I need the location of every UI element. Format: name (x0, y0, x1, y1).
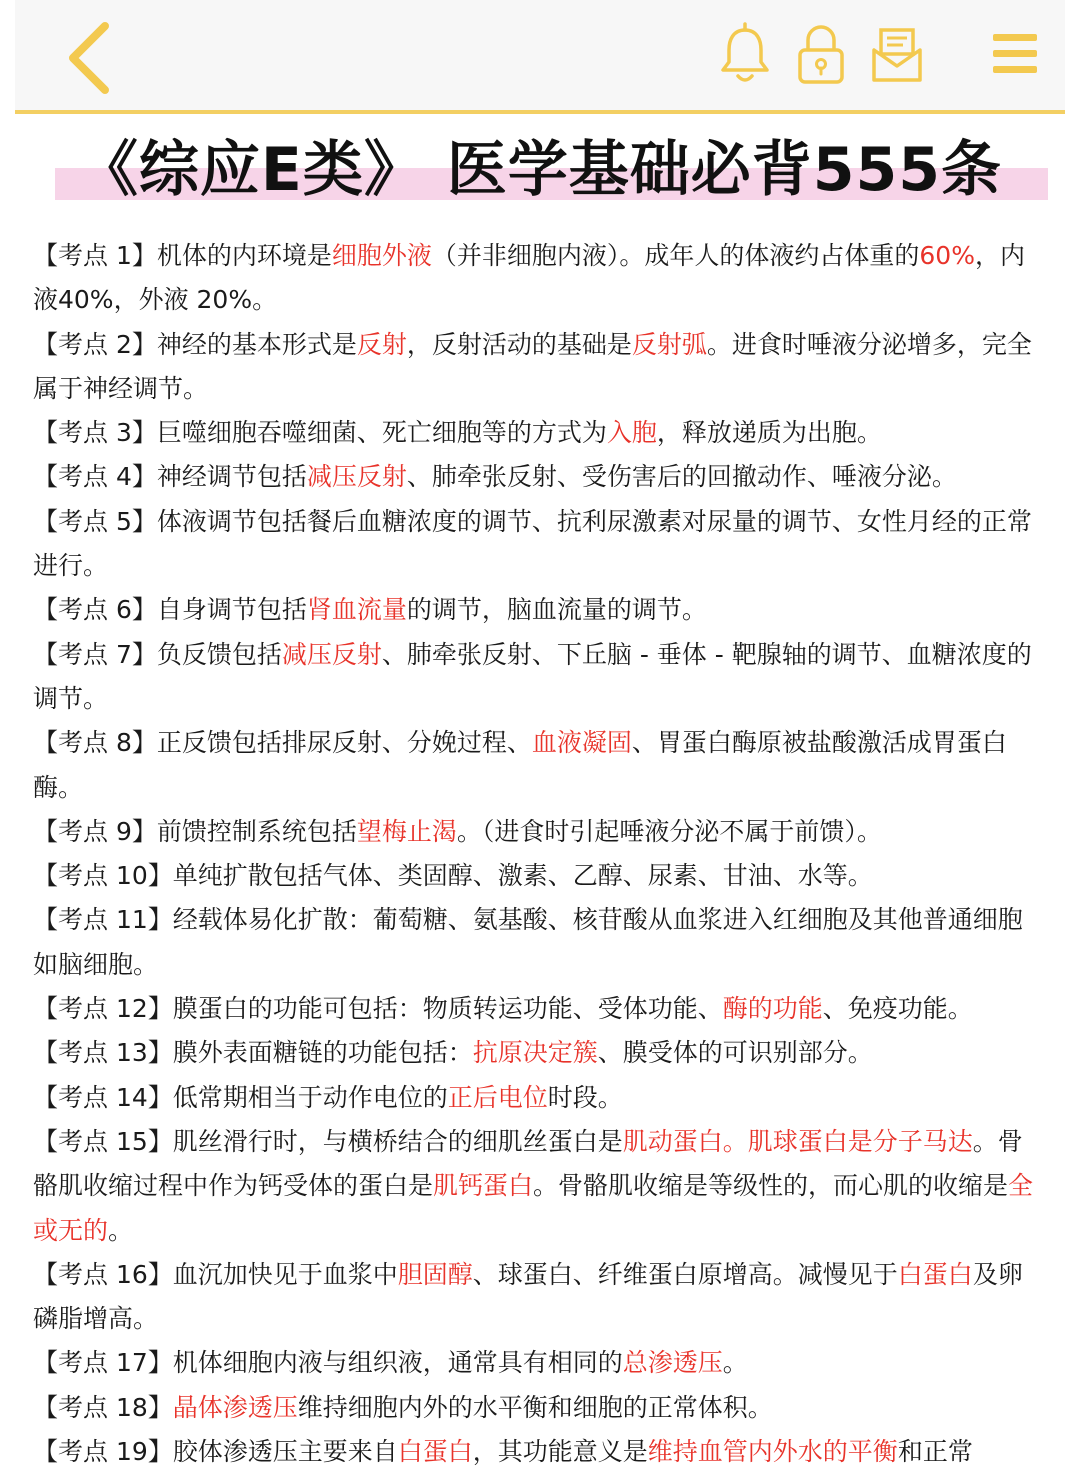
point-text: 和正常 (897, 1437, 973, 1467)
point-text: 【考点 7】负反馈包括 (33, 639, 282, 669)
page-title: 《综应E类》 医学基础必背555条 (77, 135, 1003, 205)
point-text: 。（进食时引起唾液分泌不属于前馈）。 (456, 816, 882, 846)
point-text: 及卵磷脂增高。 (33, 1259, 1023, 1334)
point-text: 【考点 14】低常期相当于动作电位的 (33, 1082, 448, 1112)
highlight-text: 60% (919, 241, 975, 270)
point-text: 、肺牵张反射、受伤害后的回撤动作、唾液分泌。 (406, 462, 957, 492)
point-text: 【考点 5】体液调节包括餐后血糖浓度的调节、抗利尿激素对尿量的调节、女性月经的正常进行。 (33, 506, 1032, 581)
point-item-14 (33, 1076, 1045, 1120)
point-item-3 (33, 411, 1045, 455)
highlight-text: 反射 (356, 329, 407, 359)
point-text: 【考点 3】巨噬细胞吞噬细菌、死亡细胞等的方式为 (33, 418, 607, 448)
point-item-2 (33, 323, 1045, 412)
highlight-text: 减压反射 (306, 462, 407, 492)
highlight-text: 总渗透压 (622, 1348, 723, 1378)
point-item-19 (33, 1430, 1045, 1474)
highlight-text: 正后电位 (447, 1082, 548, 1112)
highlight-text: 抗原决定簇 (472, 1038, 598, 1068)
point-item-6 (33, 588, 1045, 632)
point-item-9 (33, 810, 1045, 854)
highlight-text: 望梅止渴 (356, 816, 457, 846)
point-item-18 (33, 1386, 1045, 1430)
point-text: 【考点 1】机体的内环境是 (33, 241, 332, 270)
highlight-text: 肾血流量 (306, 595, 407, 625)
point-item-17 (33, 1341, 1045, 1385)
top-nav-bar (15, 0, 1065, 114)
point-item-8 (33, 721, 1045, 810)
highlight-text: 反射弧 (631, 329, 707, 359)
highlight-text: 晶体渗透压 (172, 1392, 298, 1422)
highlight-text: 血液凝固 (531, 728, 632, 758)
point-text: 时段。 (547, 1082, 623, 1112)
back-chevron-icon[interactable] (55, 18, 125, 98)
point-item-1 (33, 234, 1045, 323)
point-text: 【考点 12】膜蛋白的功能可包括：物质转运功能、受体功能、 (33, 994, 723, 1024)
highlight-text: 胆固醇 (397, 1259, 473, 1289)
highlight-text: 入胞 (606, 418, 657, 448)
point-text: 、免疫功能。 (822, 994, 973, 1024)
lock-icon[interactable] (793, 22, 849, 86)
menu-icon[interactable] (985, 22, 1045, 86)
point-item-15 (33, 1120, 1045, 1253)
points-list (0, 218, 1080, 1474)
point-item-13 (33, 1031, 1045, 1075)
point-text: 。 (722, 1348, 748, 1378)
point-text: 【考点 16】血沉加快见于血浆中 (33, 1259, 398, 1289)
point-text: 【考点 18】 (33, 1392, 173, 1422)
point-text: 。进食时唾液分泌增多，完全属于神经调节。 (33, 329, 1032, 403)
point-text: 维持细胞内外的水平衡和细胞的正常体积。 (297, 1392, 773, 1422)
highlight-text: 减压反射 (281, 639, 382, 669)
point-text: 、肺牵张反射、下丘脑 - 垂体 - 靶腺轴的调节、血糖浓度的调节。 (33, 639, 1032, 713)
highlight-text: 肌钙蛋白 (433, 1171, 534, 1201)
bell-icon[interactable] (717, 22, 773, 86)
point-item-16 (33, 1253, 1045, 1342)
highlight-text: 全或无的 (33, 1171, 1034, 1245)
highlight-text: 白蛋白 (397, 1437, 473, 1467)
point-item-5 (33, 500, 1045, 589)
point-item-11 (33, 898, 1045, 987)
point-text: 【考点 8】正反馈包括排尿反射、分娩过程、 (33, 728, 532, 758)
point-text: 【考点 13】膜外表面糖链的功能包括： (33, 1038, 473, 1068)
mail-icon[interactable] (869, 22, 925, 86)
point-text: 【考点 2】神经的基本形式是 (33, 329, 357, 359)
point-item-10 (33, 854, 1045, 898)
point-text: ，释放递质为出胞。 (656, 418, 882, 448)
point-text: 、球蛋白、纤维蛋白原增高。减慢见于 (472, 1259, 898, 1289)
point-text: ，其功能意义是 (472, 1437, 648, 1467)
highlight-text: 肌动蛋白。肌球蛋白是分子马达 (622, 1126, 973, 1156)
point-text: 【考点 6】自身调节包括 (33, 595, 307, 625)
toolbar-icons (717, 22, 1045, 86)
point-text: 、胃蛋白酶原被盐酸激活成胃蛋白酶。 (33, 728, 1007, 802)
point-text: 。骨骼肌收缩是等级性的，而心肌的收缩是 (533, 1171, 1009, 1201)
point-text: （并非细胞内液）。成年人的体液约占体重的 (431, 241, 920, 270)
point-text: 【考点 19】胶体渗透压主要来自 (33, 1437, 398, 1467)
point-text: ，内液40%，外液 20%。 (33, 241, 1025, 315)
highlight-text: 酶的功能 (722, 994, 823, 1024)
highlight-text: 维持血管内外水的平衡 (647, 1437, 898, 1467)
point-item-7 (33, 633, 1045, 722)
point-text: 【考点 4】神经调节包括 (33, 462, 307, 492)
point-text: ，反射活动的基础是 (406, 329, 632, 359)
point-text: 【考点 11】经载体易化扩散：葡萄糖、氨基酸、核苷酸从血浆进入红细胞及其他普通细胞如脑细胞。 (33, 905, 1023, 979)
point-text: 【考点 15】肌丝滑行时，与横桥结合的细肌丝蛋白是 (33, 1126, 623, 1156)
point-text: 。骨骼肌收缩过程中作为钙受体的蛋白是 (33, 1126, 1023, 1201)
point-text: 【考点 9】前馈控制系统包括 (33, 816, 357, 846)
point-text: 【考点 10】单纯扩散包括气体、类固醇、激素、乙醇、尿素、甘油、水等。 (33, 861, 873, 891)
point-text: 、膜受体的可识别部分。 (597, 1038, 873, 1068)
highlight-text: 白蛋白 (897, 1259, 973, 1289)
title-block (0, 122, 1080, 218)
point-item-4 (33, 455, 1045, 499)
point-text: 。 (108, 1215, 134, 1245)
point-text: 【考点 17】机体细胞内液与组织液，通常具有相同的 (33, 1348, 623, 1378)
point-item-12 (33, 987, 1045, 1031)
highlight-text: 细胞外液 (331, 241, 432, 270)
point-text: 的调节，脑血流量的调节。 (406, 595, 707, 625)
